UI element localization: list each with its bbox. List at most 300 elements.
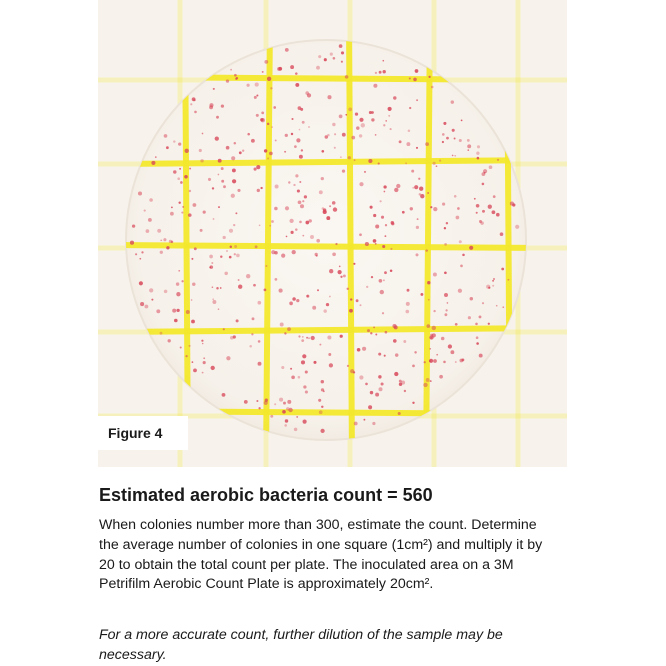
colony-dot	[182, 206, 184, 208]
colony-dot	[168, 339, 171, 342]
colony-dot	[254, 96, 257, 99]
colony-dot	[445, 309, 447, 311]
colony-dot	[292, 250, 296, 254]
colony-dot	[412, 402, 414, 404]
colony-dot	[492, 280, 494, 282]
colony-dot	[371, 118, 374, 121]
colony-dot	[318, 55, 321, 58]
colony-dot	[479, 220, 482, 223]
colony-dot	[252, 317, 255, 320]
colony-dot	[261, 112, 264, 115]
colony-dot	[256, 165, 260, 169]
colony-dot	[441, 337, 445, 341]
colony-dot	[202, 372, 204, 374]
colony-dot	[444, 293, 448, 297]
colony-dot	[412, 187, 414, 189]
colony-dot	[476, 342, 479, 345]
colony-dot	[479, 354, 483, 358]
colony-dot	[305, 390, 308, 393]
colony-dot	[482, 210, 485, 213]
colony-dot	[303, 420, 307, 424]
colony-dot	[190, 103, 192, 105]
colony-dot	[414, 185, 418, 189]
colony-dot	[295, 174, 298, 177]
colony-dot	[282, 410, 286, 414]
colony-dot	[218, 159, 222, 163]
colony-dot	[411, 170, 414, 173]
colony-dot	[264, 60, 268, 64]
colony-dot	[285, 48, 289, 52]
colony-dot	[312, 306, 316, 310]
colony-dot	[476, 336, 479, 339]
colony-dot	[256, 400, 258, 402]
colony-dot	[329, 269, 333, 273]
colony-dot	[186, 355, 188, 357]
colony-dot	[365, 383, 368, 386]
colony-dot	[457, 207, 460, 210]
colony-dot	[301, 360, 305, 364]
colony-dot	[306, 337, 308, 339]
colony-dot	[403, 340, 406, 343]
colony-dot	[388, 107, 392, 111]
colony-dot	[334, 133, 336, 135]
colony-dot	[333, 207, 337, 211]
colony-dot	[299, 129, 301, 131]
colony-dot	[425, 142, 429, 146]
colony-dot	[446, 137, 449, 140]
colony-dot	[444, 271, 447, 274]
colony-dot	[419, 187, 423, 191]
colony-dot	[239, 151, 242, 154]
colony-dot	[482, 302, 484, 304]
colony-dot	[370, 206, 373, 209]
colony-dot	[226, 250, 228, 252]
colony-dot	[285, 419, 288, 422]
colony-dot	[385, 331, 388, 334]
colony-dot	[332, 252, 336, 256]
colony-dot	[427, 281, 430, 284]
colony-dot	[384, 191, 386, 193]
colony-dot	[368, 405, 372, 409]
colony-dot	[459, 240, 462, 243]
colony-dot	[193, 203, 197, 207]
colony-dot	[436, 165, 438, 167]
colony-dot	[274, 207, 278, 211]
colony-dot	[423, 383, 427, 387]
colony-dot	[179, 202, 181, 204]
colony-dot	[420, 293, 423, 296]
colony-dot	[406, 302, 410, 306]
colony-dot	[186, 310, 190, 314]
colony-dot	[299, 155, 303, 159]
colony-dot	[271, 126, 273, 128]
colony-dot	[234, 245, 237, 248]
colony-dot	[209, 255, 213, 259]
colony-dot	[264, 289, 267, 292]
colony-dot	[430, 206, 432, 208]
colony-dot	[477, 145, 480, 148]
colony-dot	[345, 114, 347, 116]
colony-dot	[451, 100, 454, 103]
colony-dot	[378, 353, 381, 356]
colony-dot	[203, 211, 206, 214]
colony-dot	[330, 53, 333, 56]
colony-dot	[420, 194, 424, 198]
colony-dot	[176, 292, 180, 296]
colony-dot	[354, 159, 356, 161]
colony-dot	[130, 241, 134, 245]
colony-dot	[184, 175, 188, 179]
colony-dot	[246, 274, 250, 278]
colony-dot	[334, 147, 336, 149]
colony-dot	[321, 150, 324, 153]
colony-dot	[275, 139, 277, 141]
colony-dot	[287, 327, 291, 331]
colony-dot	[350, 298, 352, 300]
colony-dot	[304, 195, 307, 198]
colony-dot	[359, 118, 363, 122]
grid-line	[426, 20, 430, 460]
colony-dot	[322, 207, 325, 210]
colony-dot	[329, 296, 331, 298]
colony-dot	[260, 187, 262, 189]
colony-dot	[171, 206, 173, 208]
colony-dot	[410, 207, 413, 210]
colony-dot	[209, 267, 211, 269]
colony-dot	[375, 72, 377, 74]
colony-dot	[496, 213, 500, 217]
colony-dot	[461, 120, 463, 122]
colony-dot	[295, 83, 299, 87]
colony-dot	[144, 305, 148, 309]
colony-dot	[327, 134, 330, 137]
colony-dot	[242, 150, 244, 152]
colony-dot	[172, 309, 176, 313]
colony-dot	[349, 309, 353, 313]
colony-dot	[381, 382, 384, 385]
colony-dot	[354, 422, 358, 426]
colony-dot	[375, 243, 377, 245]
grid-line	[266, 20, 270, 460]
colony-dot	[284, 151, 286, 153]
colony-dot	[356, 299, 359, 302]
colony-dot	[236, 77, 238, 79]
colony-dot	[455, 323, 458, 326]
colony-dot	[347, 365, 349, 367]
colony-dot	[356, 126, 359, 129]
colony-dot	[430, 380, 432, 382]
colony-dot	[416, 99, 418, 101]
colony-dot	[339, 115, 343, 119]
colony-dot	[452, 155, 454, 157]
colony-dot	[324, 58, 327, 61]
colony-dot	[178, 270, 180, 272]
colony-dot	[424, 361, 426, 363]
colony-dot	[267, 123, 270, 126]
colony-dot	[379, 387, 383, 391]
colony-dot	[253, 284, 256, 287]
colony-dot	[484, 172, 486, 174]
colony-dot	[393, 96, 396, 99]
colony-dot	[366, 286, 368, 288]
colony-dot	[382, 60, 384, 62]
colony-dot	[382, 312, 384, 314]
colony-dot	[450, 350, 454, 354]
colony-dot	[232, 179, 236, 183]
colony-dot	[166, 146, 169, 149]
colony-dot	[454, 195, 457, 198]
colony-dot	[500, 232, 504, 236]
colony-dot	[319, 190, 323, 194]
colony-dot	[247, 133, 250, 136]
colony-dot	[146, 229, 150, 233]
colony-dot	[170, 212, 174, 216]
colony-dot	[428, 76, 430, 78]
colony-dot	[501, 268, 504, 271]
colony-dot	[234, 74, 237, 77]
colony-dot	[385, 120, 387, 122]
colony-dot	[467, 144, 471, 148]
colony-dot	[390, 270, 393, 273]
colony-dot	[149, 198, 153, 202]
colony-dot	[212, 187, 214, 189]
colony-dot	[305, 91, 309, 95]
colony-dot	[496, 305, 498, 307]
colony-dot	[433, 310, 435, 312]
colony-dot	[396, 184, 400, 188]
colony-dot	[395, 353, 398, 356]
colony-dot	[476, 204, 480, 208]
colony-dot	[156, 309, 160, 313]
colony-dot	[486, 285, 490, 289]
colony-dot	[191, 320, 195, 324]
colony-dot	[278, 67, 282, 71]
colony-dot	[173, 170, 176, 173]
colony-dot	[255, 245, 258, 248]
colony-dot	[416, 147, 418, 149]
colony-dot	[353, 263, 355, 265]
colony-dot	[289, 302, 293, 306]
colony-dot	[340, 156, 342, 158]
colony-dot	[281, 366, 284, 369]
colony-dot	[319, 344, 321, 346]
colony-dot	[216, 116, 219, 119]
colony-dot	[226, 356, 230, 360]
colony-dot	[176, 282, 179, 285]
colony-dot	[286, 407, 290, 411]
colony-dot	[291, 231, 294, 234]
colony-dot	[359, 375, 363, 379]
colony-dot	[215, 136, 219, 140]
colony-dot	[237, 189, 240, 192]
colony-dot	[160, 239, 162, 241]
colony-dot	[390, 248, 392, 250]
colony-dot	[364, 171, 366, 173]
colony-dot	[298, 376, 301, 379]
colony-dot	[290, 65, 294, 69]
colony-dot	[474, 198, 476, 200]
colony-dot	[232, 168, 236, 172]
colony-dot	[353, 371, 355, 373]
colony-dot	[249, 345, 252, 348]
colony-dot	[244, 400, 248, 404]
colony-dot	[489, 165, 493, 169]
colony-dot	[408, 130, 411, 133]
colony-dot	[370, 332, 372, 334]
colony-dot	[230, 69, 232, 71]
colony-dot	[203, 361, 206, 364]
colony-dot	[456, 216, 460, 220]
colony-dot	[229, 229, 233, 233]
colony-dot	[502, 306, 504, 308]
colony-dot	[335, 243, 337, 245]
colony-dot	[194, 111, 197, 114]
colony-dot	[446, 222, 448, 224]
colony-dot	[234, 253, 236, 255]
colony-dot	[493, 278, 495, 280]
colony-dot	[281, 254, 285, 258]
colony-dot	[391, 221, 394, 224]
colony-dot	[230, 336, 234, 340]
colony-dot	[359, 233, 362, 236]
colony-dot	[279, 398, 283, 402]
colony-dot	[288, 181, 290, 183]
colony-dot	[347, 288, 349, 290]
colony-dot	[303, 385, 306, 388]
colony-dot	[319, 410, 323, 414]
colony-dot	[373, 214, 376, 217]
colony-dot	[393, 339, 397, 343]
colony-dot	[231, 194, 235, 198]
colony-dot	[433, 207, 437, 211]
colony-dot	[448, 344, 452, 348]
colony-dot	[362, 347, 366, 351]
colony-dot	[157, 229, 161, 233]
colony-dot	[160, 332, 163, 335]
colony-dot	[416, 253, 419, 256]
colony-dot	[296, 299, 299, 302]
colony-dot	[444, 243, 447, 246]
colony-dot	[275, 278, 278, 281]
colony-dot	[390, 128, 392, 130]
colony-dot	[223, 328, 225, 330]
colony-dot	[426, 378, 430, 382]
colony-dot	[166, 246, 169, 249]
colony-dot	[382, 245, 385, 248]
colony-dot	[372, 422, 375, 425]
colony-dot	[305, 221, 309, 225]
colony-dot	[189, 190, 191, 192]
colony-dot	[337, 270, 341, 274]
colony-dot	[398, 412, 401, 415]
colony-dot	[433, 273, 437, 277]
colony-dot	[402, 211, 405, 214]
colony-dot	[164, 290, 168, 294]
colony-dot	[375, 134, 377, 136]
colony-dot	[431, 86, 434, 89]
colony-dot	[476, 152, 479, 155]
colony-dot	[507, 279, 509, 281]
colony-dot	[174, 319, 178, 323]
colony-dot	[433, 359, 437, 363]
colony-dot	[497, 159, 499, 161]
colony-dot	[320, 429, 324, 433]
colony-dot	[135, 253, 137, 255]
colony-dot	[254, 168, 257, 171]
colony-dot	[418, 178, 420, 180]
colony-dot	[444, 227, 446, 229]
colony-dot	[436, 354, 438, 356]
colony-dot	[452, 129, 455, 132]
colony-dot	[296, 416, 298, 418]
colony-dot	[226, 79, 229, 82]
colony-dot	[180, 181, 183, 184]
colony-dot	[285, 134, 288, 137]
colony-dot	[294, 428, 298, 432]
colony-dot	[192, 282, 195, 285]
colony-dot	[284, 424, 287, 427]
colony-dot	[482, 183, 485, 186]
colony-dot	[378, 163, 380, 165]
colony-dot	[295, 72, 298, 75]
colony-dot	[444, 313, 447, 316]
colony-dot	[380, 200, 382, 202]
colony-dot	[291, 375, 295, 379]
colony-dot	[443, 122, 446, 125]
colony-dot	[342, 133, 346, 137]
figure-label: Figure 4	[98, 416, 188, 450]
colony-dot	[151, 161, 155, 165]
colony-dot	[367, 329, 370, 332]
colony-dot	[285, 206, 289, 210]
colony-dot	[373, 84, 377, 88]
colony-dot	[302, 121, 305, 124]
colony-dot	[274, 251, 278, 255]
colony-dot	[327, 95, 331, 99]
colony-dot	[345, 75, 349, 79]
colony-dot	[226, 146, 230, 150]
colony-dot	[279, 289, 283, 293]
colony-dot	[180, 346, 182, 348]
colony-dot	[216, 287, 219, 290]
note-text: For a more accurate count, further dilution of the sample may be necessary.	[99, 627, 503, 663]
colony-dot	[340, 335, 343, 338]
colony-dot	[287, 400, 291, 404]
colony-dot	[209, 105, 213, 109]
colony-dot	[343, 274, 346, 277]
colony-dot	[368, 159, 372, 163]
colony-dot	[247, 84, 250, 87]
colony-dot	[492, 285, 494, 287]
colony-dot	[383, 124, 385, 126]
colony-dot	[460, 265, 463, 268]
colony-dot	[155, 156, 157, 158]
colony-dot	[274, 403, 276, 405]
colony-dot	[379, 279, 383, 283]
colony-dot	[258, 362, 262, 366]
colony-dot	[238, 285, 242, 289]
colony-dot	[200, 159, 203, 162]
colony-dot	[406, 142, 410, 146]
colony-dot	[355, 112, 358, 115]
colony-dot	[316, 239, 320, 243]
colony-dot	[439, 159, 441, 161]
colony-dot	[221, 180, 224, 183]
colony-dot	[218, 308, 220, 310]
colony-dot	[185, 149, 189, 153]
colony-dot	[321, 380, 324, 383]
colony-dot	[394, 188, 398, 192]
